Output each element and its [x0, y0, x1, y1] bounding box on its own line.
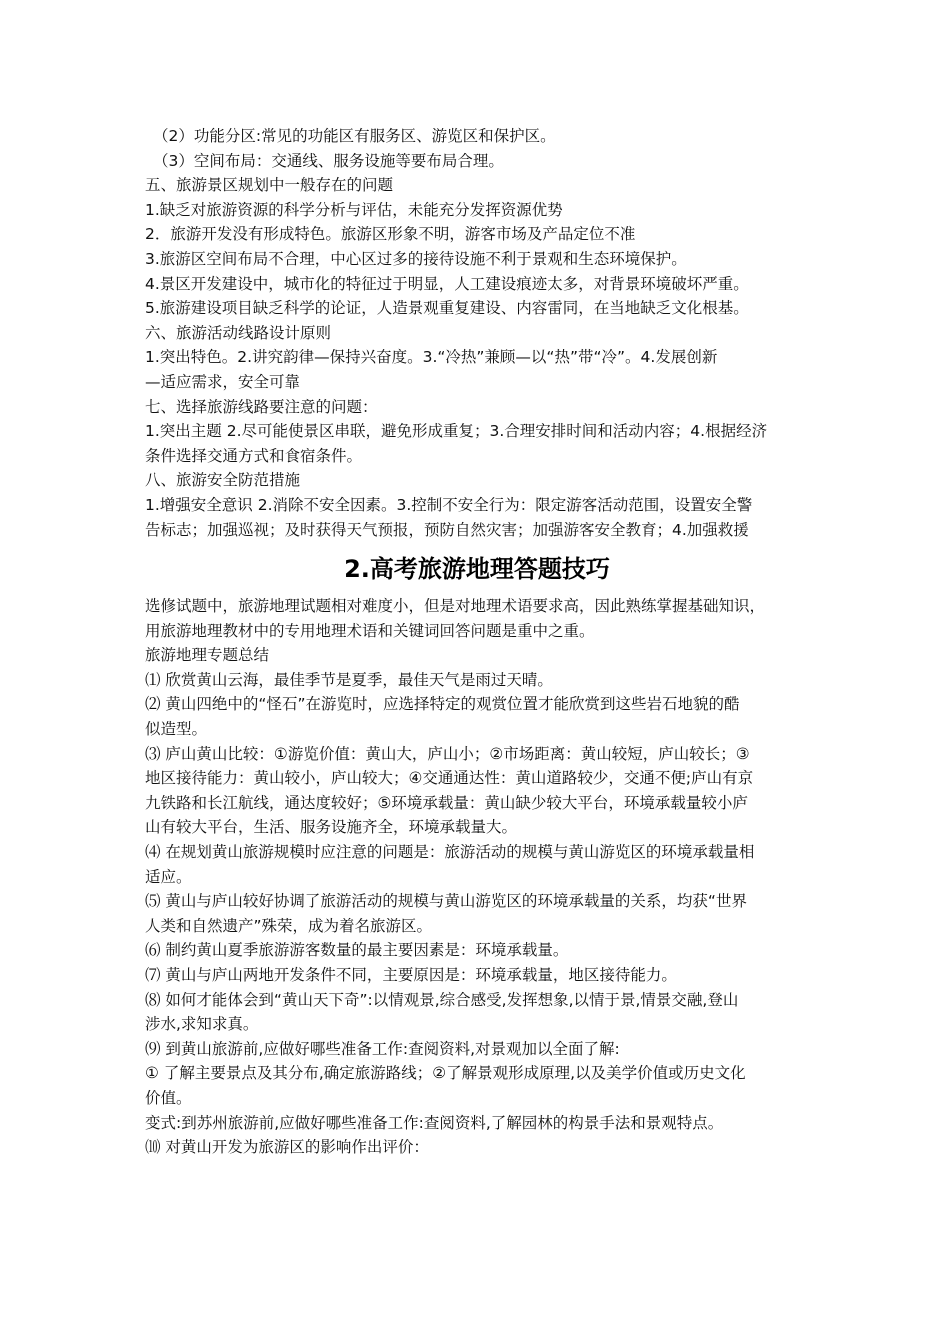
list-item: 适应。	[145, 867, 192, 886]
list-item: 价值。	[145, 1088, 192, 1107]
paragraph-line: 2．旅游开发没有形成特色。旅游区形象不明，游客市场及产品定位不准	[145, 225, 636, 244]
paragraph-line: 4.景区开发建设中，城市化的特征过于明显，人工建设痕迹太多，对背景环境破坏严重。	[145, 274, 749, 293]
paragraph-line: 用旅游地理教材中的专用地理术语和关键词回答问题是重中之重。	[145, 621, 595, 640]
paragraph-line: 选修试题中，旅游地理试题相对难度小，但是对地理术语要求高，因此熟练掌握基础知识，	[145, 597, 766, 616]
paragraph-line: 3.旅游区空间布局不合理，中心区过多的接待设施不利于景观和生态环境保护。	[145, 249, 687, 268]
paragraph-line: 1.增强安全意识 2.消除不安全因素。3.控制不安全行为：限定游客活动范围，设置安全警	[145, 495, 753, 514]
section-title: 八、旅游安全防范措施	[145, 471, 301, 490]
list-item: ⑴ 欣赏黄山云海，最佳季节是夏季，最佳天气是雨过天晴。	[145, 670, 553, 689]
section-exam-tips	[145, 594, 809, 1160]
page-heading: 2.高考旅游地理答题技巧	[344, 555, 610, 584]
section-title: 五、旅游景区规划中一般存在的问题	[145, 176, 394, 195]
paragraph-line: 条件选择交通方式和食宿条件。	[145, 446, 363, 465]
section-travel-planning	[145, 124, 809, 542]
list-item: 涉水,求知求真。	[145, 1015, 259, 1034]
list-item: ⑼ 到黄山旅游前,应做好哪些准备工作:查阅资料,对景观加以全面了解:	[145, 1039, 620, 1058]
list-item: 地区接待能力：黄山较小，庐山较大；④交通通达性：黄山道路较少，交通不便;庐山有京	[145, 769, 754, 788]
section-title: 六、旅游活动线路设计原则	[145, 323, 332, 342]
paragraph-line: （2）功能分区:常见的功能区有服务区、游览区和保护区。	[153, 127, 556, 145]
list-item: 变式:到苏州旅游前,应做好哪些准备工作:查阅资料,了解园林的构景手法和景观特点。	[145, 1113, 724, 1132]
list-item: ⑽ 对黄山开发为旅游区的影响作出评价：	[145, 1138, 429, 1157]
list-item: ⑺ 黄山与庐山两地开发条件不同，主要原因是：环境承载量，地区接待能力。	[145, 966, 677, 984]
list-item: 九铁路和长江航线，通达度较好；⑤环境承载量：黄山缺少较大平台，环境承载量较小庐	[145, 793, 748, 812]
paragraph-line: —适应需求，安全可靠	[145, 372, 301, 391]
list-item: 似造型。	[145, 720, 208, 739]
paragraph-line: 1.突出主题 2.尽可能使景区串联，避免形成重复；3.合理安排时间和活动内容；4.根据经济	[145, 422, 768, 441]
list-item: ⑷ 在规划黄山旅游规模时应注意的问题是：旅游活动的规模与黄山游览区的环境承载量相	[145, 843, 755, 862]
paragraph-line: 1.突出特色。2.讲究韵律—保持兴奋度。3.“冷热”兼顾—以“热”带“冷”。4.发展创新	[145, 348, 718, 367]
list-item: ⑻ 如何才能体会到“黄山天下奇”:以情观景,综合感受,发挥想象,以情于景,情景交融,登山	[145, 990, 739, 1009]
document-page	[145, 124, 809, 1160]
list-item: ① 了解主要景点及其分布,确定旅游路线；②了解景观形成原理,以及美学价值或历史文化	[145, 1064, 746, 1083]
list-item: 山有较大平台，生活、服务设施齐全，环境承载量大。	[145, 818, 518, 837]
list-item: ⑵ 黄山四绝中的“怪石”在游览时，应选择特定的观赏位置才能欣赏到这些岩石地貌的酷	[145, 695, 740, 714]
list-item: ⑸ 黄山与庐山较好协调了旅游活动的规模与黄山游览区的环境承载量的关系，均获“世界	[145, 892, 747, 911]
list-item: ⑹ 制约黄山夏季旅游游客数量的最主要因素是：环境承载量。	[145, 941, 569, 960]
section-title: 旅游地理专题总结	[145, 646, 270, 665]
paragraph-line: （3）空间布局：交通线、服务设施等要布局合理。	[153, 151, 504, 170]
list-item: ⑶ 庐山黄山比较：①游览价值：黄山大，庐山小；②市场距离：黄山较短，庐山较长；③	[145, 744, 750, 763]
paragraph-line: 5.旅游建设项目缺乏科学的论证，人造景观重复建设、内容雷同，在当地缺乏文化根基。	[145, 299, 749, 318]
paragraph-line: 告标志；加强巡视；及时获得天气预报，预防自然灾害；加强游客安全教育；4.加强救援	[145, 520, 749, 539]
list-item: 人类和自然遗产”殊荣，成为着名旅游区。	[145, 916, 433, 935]
paragraph-line: 1.缺乏对旅游资源的科学分析与评估，未能充分发挥资源优势	[145, 200, 563, 219]
section-title: 七、选择旅游线路要注意的问题：	[145, 397, 378, 416]
